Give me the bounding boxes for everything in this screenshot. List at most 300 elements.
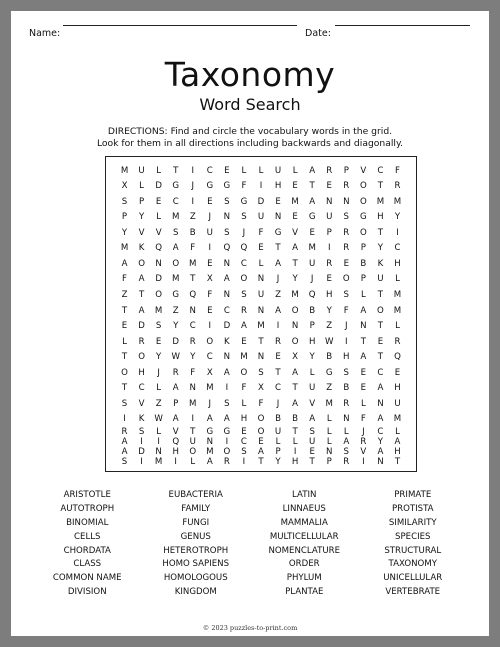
grid-letter: W — [171, 352, 180, 363]
grid-letter: G — [223, 426, 231, 437]
grid-letter: M — [291, 196, 299, 207]
grid-letter: H — [308, 336, 316, 347]
grid-letter: C — [394, 243, 401, 254]
grid-letter: Z — [189, 212, 196, 223]
grid-letter: R — [172, 367, 179, 378]
grid-letter: A — [309, 165, 316, 176]
grid-letter: B — [360, 258, 367, 269]
grid-letter: O — [377, 305, 384, 316]
grid-letter: M — [376, 196, 385, 207]
grid-letter: Z — [326, 383, 333, 394]
grid-letter: O — [121, 367, 128, 378]
grid-letter: R — [121, 426, 128, 437]
grid-letter: U — [274, 165, 282, 176]
grid-letter: R — [326, 165, 333, 176]
grid-letter: P — [326, 456, 332, 467]
grid-letter: P — [275, 446, 281, 457]
grid-letter: X — [292, 352, 299, 363]
grid-letter: Y — [138, 212, 145, 223]
grid-letter: I — [259, 181, 263, 192]
grid-letter: V — [360, 165, 367, 176]
grid-letter: R — [343, 398, 350, 409]
grid-letter: S — [224, 227, 230, 238]
grid-letter: G — [360, 212, 367, 223]
grid-letter: I — [276, 321, 280, 332]
grid-letter: N — [206, 436, 214, 447]
grid-letter: E — [292, 181, 298, 192]
grid-letter: F — [360, 414, 366, 425]
grid-letter: N — [377, 456, 384, 467]
grid-letter: T — [377, 181, 384, 192]
grid-letter: E — [258, 436, 264, 447]
grid-letter: W — [154, 414, 163, 425]
grid-letter: A — [309, 414, 316, 425]
grid-letter: F — [343, 305, 349, 316]
grid-letter: A — [292, 243, 299, 254]
grid-letter: R — [394, 336, 401, 347]
grid-letter: A — [223, 367, 230, 378]
vocabulary-word: CHORDATA — [63, 545, 111, 556]
grid-letter: L — [292, 436, 298, 447]
grid-letter: S — [172, 227, 179, 238]
grid-letter: T — [309, 181, 315, 192]
grid-letter: A — [275, 305, 281, 316]
grid-letter: T — [190, 274, 196, 285]
grid-letter: S — [241, 212, 247, 223]
grid-letter: R — [343, 243, 350, 254]
grid-letter: E — [241, 426, 247, 437]
grid-letter: E — [275, 196, 281, 207]
grid-letter: A — [343, 436, 350, 447]
grid-letter: Q — [155, 243, 163, 254]
vocabulary-word: GENUS — [180, 531, 211, 542]
vocabulary-word: HOMOLOGOUS — [163, 573, 228, 584]
grid-letter: O — [155, 289, 163, 300]
grid-letter: E — [207, 196, 213, 207]
word-column-1 — [33, 489, 142, 600]
grid-letter: A — [258, 446, 264, 457]
word-column-4 — [359, 489, 468, 600]
grid-letter: G — [172, 181, 180, 192]
word-column-3 — [250, 489, 359, 600]
grid-letter: H — [172, 446, 179, 457]
grid-letter: Z — [155, 398, 162, 409]
grid-letter: D — [257, 196, 265, 207]
grid-letter: P — [343, 165, 349, 176]
grid-letter: Q — [394, 352, 401, 363]
grid-letter: T — [121, 305, 128, 316]
grid-letter: F — [207, 289, 213, 300]
grid-letter: N — [343, 414, 350, 425]
grid-letter: Y — [377, 436, 384, 447]
grid-letter: K — [224, 336, 230, 347]
grid-letter: L — [156, 212, 162, 223]
grid-letter: A — [172, 383, 179, 394]
vocabulary-word: LATIN — [292, 490, 317, 500]
grid-letter: F — [241, 181, 247, 192]
grid-letter: S — [224, 196, 230, 207]
grid-letter: I — [191, 165, 195, 176]
grid-letter: R — [138, 336, 145, 347]
grid-letter: T — [173, 165, 179, 176]
grid-letter: C — [377, 165, 384, 176]
grid-letter: N — [257, 274, 265, 285]
grid-letter: T — [190, 426, 196, 437]
grid-letter: R — [223, 456, 230, 467]
grid-letter: O — [359, 227, 367, 238]
grid-letter: J — [157, 367, 160, 378]
grid-letter: J — [345, 321, 348, 332]
grid-letter: J — [362, 426, 365, 437]
grid-letter: A — [377, 446, 384, 457]
grid-letter: U — [326, 212, 333, 223]
grid-letter: A — [121, 446, 128, 457]
grid-letter: L — [156, 426, 162, 437]
grid-letter: G — [325, 367, 333, 378]
grid-letter: Z — [275, 289, 281, 300]
grid-letter: D — [138, 446, 145, 457]
vocabulary-word: ARISTOTLE — [63, 490, 111, 500]
vocabulary-word: TAXONOMY — [388, 559, 437, 570]
grid-letter: A — [206, 456, 213, 467]
grid-letter: N — [274, 212, 282, 223]
grid-letter: T — [309, 456, 315, 467]
grid-letter: E — [309, 446, 315, 457]
grid-letter: D — [223, 321, 231, 332]
vocabulary-word: CELLS — [74, 531, 101, 542]
grid-letter: M — [393, 305, 402, 316]
grid-letter: H — [274, 181, 282, 192]
vocabulary-word: EUBACTERIA — [168, 490, 223, 500]
grid-letter: P — [121, 212, 128, 223]
grid-letter: M — [308, 243, 316, 254]
vocabulary-word: ORDER — [288, 559, 320, 570]
grid-letter: J — [208, 398, 212, 409]
grid-letter: S — [309, 426, 315, 437]
grid-letter: M — [393, 414, 402, 425]
grid-letter: E — [394, 367, 401, 378]
grid-letter: E — [275, 352, 281, 363]
grid-letter: A — [292, 398, 299, 409]
vocabulary-word: FAMILY — [181, 503, 211, 514]
vocabulary-word: LINNAEUS — [282, 503, 326, 514]
grid-letter: E — [155, 336, 162, 347]
grid-letter: A — [377, 414, 384, 425]
grid-letter: F — [190, 367, 196, 378]
grid-letter: A — [292, 367, 299, 378]
vocabulary-word: VERTEBRATE — [385, 587, 441, 598]
grid-letter: O — [257, 414, 265, 425]
grid-letter: F — [241, 383, 247, 394]
vocabulary-word: HOMO SAPIENS — [162, 559, 230, 570]
grid-letter: A — [172, 414, 179, 425]
vocabulary-word: SIMILARITY — [388, 517, 437, 528]
grid-letter: A — [360, 352, 367, 363]
grid-letter: M — [325, 398, 333, 409]
grid-letter: Y — [275, 456, 281, 467]
page-subtitle: Word Search — [199, 95, 301, 114]
grid-letter: B — [275, 414, 281, 425]
grid-letter: U — [138, 165, 145, 176]
grid-letter: I — [123, 414, 126, 425]
grid-letter: E — [207, 305, 213, 316]
grid-letter: X — [206, 274, 213, 285]
vocabulary-word: PROTISTA — [391, 503, 434, 514]
grid-letter: A — [172, 243, 179, 254]
word-column-2 — [142, 489, 251, 600]
grid-letter: T — [377, 321, 384, 332]
grid-letter: S — [121, 398, 128, 409]
grid-letter: M — [171, 274, 180, 285]
grid-letter: S — [121, 456, 128, 467]
grid-letter: P — [309, 321, 315, 332]
grid-letter: J — [191, 181, 195, 192]
grid-letter: O — [291, 305, 299, 316]
grid-letter: M — [393, 289, 402, 300]
grid-letter: V — [172, 426, 179, 437]
grid-letter: I — [191, 414, 195, 425]
grid-letter: R — [394, 181, 401, 192]
grid-letter: I — [208, 243, 212, 254]
grid-letter: A — [223, 414, 230, 425]
grid-letter: E — [292, 212, 298, 223]
grid-letter: C — [206, 352, 213, 363]
grid-letter: O — [240, 274, 248, 285]
grid-letter: W — [324, 336, 334, 347]
grid-letter: G — [206, 181, 214, 192]
grid-letter: I — [345, 336, 348, 347]
grid-letter: S — [155, 321, 162, 332]
grid-letter: O — [206, 336, 214, 347]
grid-letter: C — [240, 436, 247, 447]
grid-letter: N — [189, 305, 196, 316]
vocabulary-word: STRUCTURAL — [384, 545, 442, 556]
grid-letter: O — [223, 446, 231, 457]
grid-letter: G — [172, 289, 180, 300]
grid-letter: I — [225, 383, 229, 394]
grid-letter: N — [189, 383, 196, 394]
grid-letter: V — [138, 227, 145, 238]
grid-letter: J — [276, 398, 280, 409]
grid-letter: K — [377, 258, 384, 269]
grid-letter: U — [309, 383, 316, 394]
grid-letter: I — [327, 243, 331, 254]
grid-letter: P — [360, 243, 366, 254]
grid-letter: E — [326, 181, 332, 192]
grid-letter: R — [343, 456, 350, 467]
grid-letter: I — [191, 196, 195, 207]
grid-letter: L — [292, 165, 298, 176]
grid-letter: Q — [172, 436, 180, 447]
grid-letter: T — [377, 352, 384, 363]
grid-letter: H — [240, 414, 248, 425]
grid-letter: G — [223, 181, 231, 192]
grid-letter: F — [258, 227, 264, 238]
grid-letter: N — [223, 289, 231, 300]
grid-letter: M — [171, 212, 180, 223]
vocabulary-word: UNICELLULAR — [383, 573, 443, 584]
grid-letter: E — [258, 243, 264, 254]
grid-letter: I — [174, 456, 177, 467]
grid-letter: L — [241, 165, 247, 176]
grid-letter: M — [154, 305, 163, 316]
grid-letter: R — [343, 227, 350, 238]
grid-letter: I — [396, 227, 399, 238]
grid-letter: R — [275, 336, 282, 347]
grid-letter: L — [190, 456, 196, 467]
grid-letter: D — [172, 336, 180, 347]
grid-letter: M — [189, 398, 197, 409]
grid-letter: E — [360, 367, 367, 378]
grid-letter: S — [138, 426, 145, 437]
grid-letter: O — [257, 426, 265, 437]
grid-letter: O — [189, 446, 197, 457]
grid-letter: H — [394, 258, 401, 269]
grid-letter: N — [223, 352, 231, 363]
grid-letter: Y — [377, 243, 384, 254]
grid-letter: G — [240, 196, 248, 207]
grid-letter: N — [257, 352, 265, 363]
vocabulary-word: DIVISION — [67, 587, 107, 598]
grid-letter: V — [309, 398, 316, 409]
grid-letter: L — [326, 436, 332, 447]
grid-letter: N — [360, 321, 367, 332]
grid-letter: Q — [240, 243, 248, 254]
grid-letter: U — [394, 398, 401, 409]
grid-letter: V — [155, 227, 162, 238]
grid-letter: M — [189, 258, 197, 269]
grid-letter: F — [394, 165, 400, 176]
grid-letter: H — [343, 352, 350, 363]
grid-letter: H — [138, 367, 145, 378]
grid-letter: E — [309, 227, 315, 238]
grid-letter: G — [206, 426, 214, 437]
grid-letter: L — [343, 426, 349, 437]
vocabulary-word: COMMON NAME — [52, 573, 122, 584]
grid-letter: R — [326, 258, 333, 269]
grid-letter: S — [343, 212, 350, 223]
grid-letter: M — [206, 383, 214, 394]
grid-letter: X — [258, 383, 264, 394]
grid-letter: P — [360, 274, 366, 285]
grid-letter: I — [140, 436, 143, 447]
grid-letter: N — [223, 212, 231, 223]
grid-letter: M — [393, 196, 402, 207]
grid-letter: C — [240, 258, 247, 269]
grid-letter: E — [224, 165, 230, 176]
grid-letter: C — [275, 383, 282, 394]
grid-letter: A — [121, 258, 128, 269]
grid-letter: G — [308, 212, 316, 223]
grid-letter: N — [377, 398, 384, 409]
grid-letter: L — [360, 398, 366, 409]
grid-letter: B — [326, 352, 333, 363]
grid-letter: T — [292, 426, 298, 437]
grid-letter: S — [241, 446, 247, 457]
grid-letter: J — [276, 274, 280, 285]
letter-grid — [105, 156, 417, 472]
grid-letter: C — [138, 383, 145, 394]
grid-letter: O — [342, 274, 350, 285]
grid-letter: S — [343, 446, 350, 457]
grid-letter: P — [173, 398, 179, 409]
grid-letter: T — [258, 336, 264, 347]
grid-letter: T — [292, 258, 298, 269]
grid-letter: T — [121, 352, 128, 363]
copyright-footer: © 2023 puzzles-to-print.com — [202, 624, 298, 632]
grid-letter: U — [189, 436, 196, 447]
grid-letter: T — [258, 456, 264, 467]
grid-letter: E — [343, 258, 349, 269]
grid-letter: R — [360, 436, 367, 447]
grid-letter: L — [326, 414, 332, 425]
grid-letter: U — [257, 289, 265, 300]
grid-letter: I — [225, 436, 229, 447]
grid-letter: N — [291, 321, 299, 332]
grid-letter: A — [121, 436, 128, 447]
name-label: Name: — [29, 28, 61, 39]
grid-letter: D — [138, 321, 145, 332]
date-line — [335, 25, 470, 26]
grid-letter: M — [120, 243, 129, 254]
grid-letter: M — [154, 456, 163, 467]
grid-letter: O — [359, 181, 367, 192]
grid-letter: O — [291, 336, 299, 347]
grid-letter: E — [155, 196, 162, 207]
grid-letter: I — [157, 436, 160, 447]
word-list — [33, 489, 467, 600]
grid-letter: I — [242, 456, 246, 467]
grid-letter: M — [120, 165, 129, 176]
grid-letter: I — [140, 456, 143, 467]
grid-letter: S — [258, 367, 264, 378]
grid-letter: A — [138, 274, 145, 285]
grid-letter: N — [155, 446, 162, 457]
grid-letter: O — [138, 258, 145, 269]
grid-letter: L — [241, 398, 247, 409]
grid-letter: U — [206, 227, 213, 238]
grid-letter: E — [377, 336, 384, 347]
grid-letter: A — [223, 274, 230, 285]
grid-letter: U — [257, 212, 265, 223]
grid-letter: C — [189, 321, 196, 332]
grid-letter: D — [155, 181, 162, 192]
grid-letter: B — [189, 227, 196, 238]
grid-letter: H — [394, 446, 401, 457]
grid-letter: Y — [190, 352, 196, 363]
grid-letter: H — [291, 456, 299, 467]
grid-letter: I — [208, 321, 212, 332]
grid-letter: E — [326, 274, 332, 285]
vocabulary-word: HETEROTROPH — [163, 545, 229, 556]
grid-letter: U — [377, 274, 384, 285]
grid-letter: H — [325, 289, 333, 300]
grid-letter: L — [275, 436, 281, 447]
grid-letter: M — [257, 321, 265, 332]
grid-letter: V — [292, 227, 299, 238]
date-label: Date: — [305, 28, 331, 39]
grid-letter: H — [394, 383, 401, 394]
grid-letter: T — [138, 289, 145, 300]
directions — [11, 126, 489, 150]
grid-letter: X — [206, 367, 213, 378]
grid-letter: I — [362, 456, 365, 467]
vocabulary-word: FUNGI — [182, 517, 210, 528]
grid-letter: Q — [223, 243, 231, 254]
grid-letter: T — [377, 289, 384, 300]
grid-letter: R — [189, 336, 196, 347]
grid-letter: E — [121, 321, 128, 332]
